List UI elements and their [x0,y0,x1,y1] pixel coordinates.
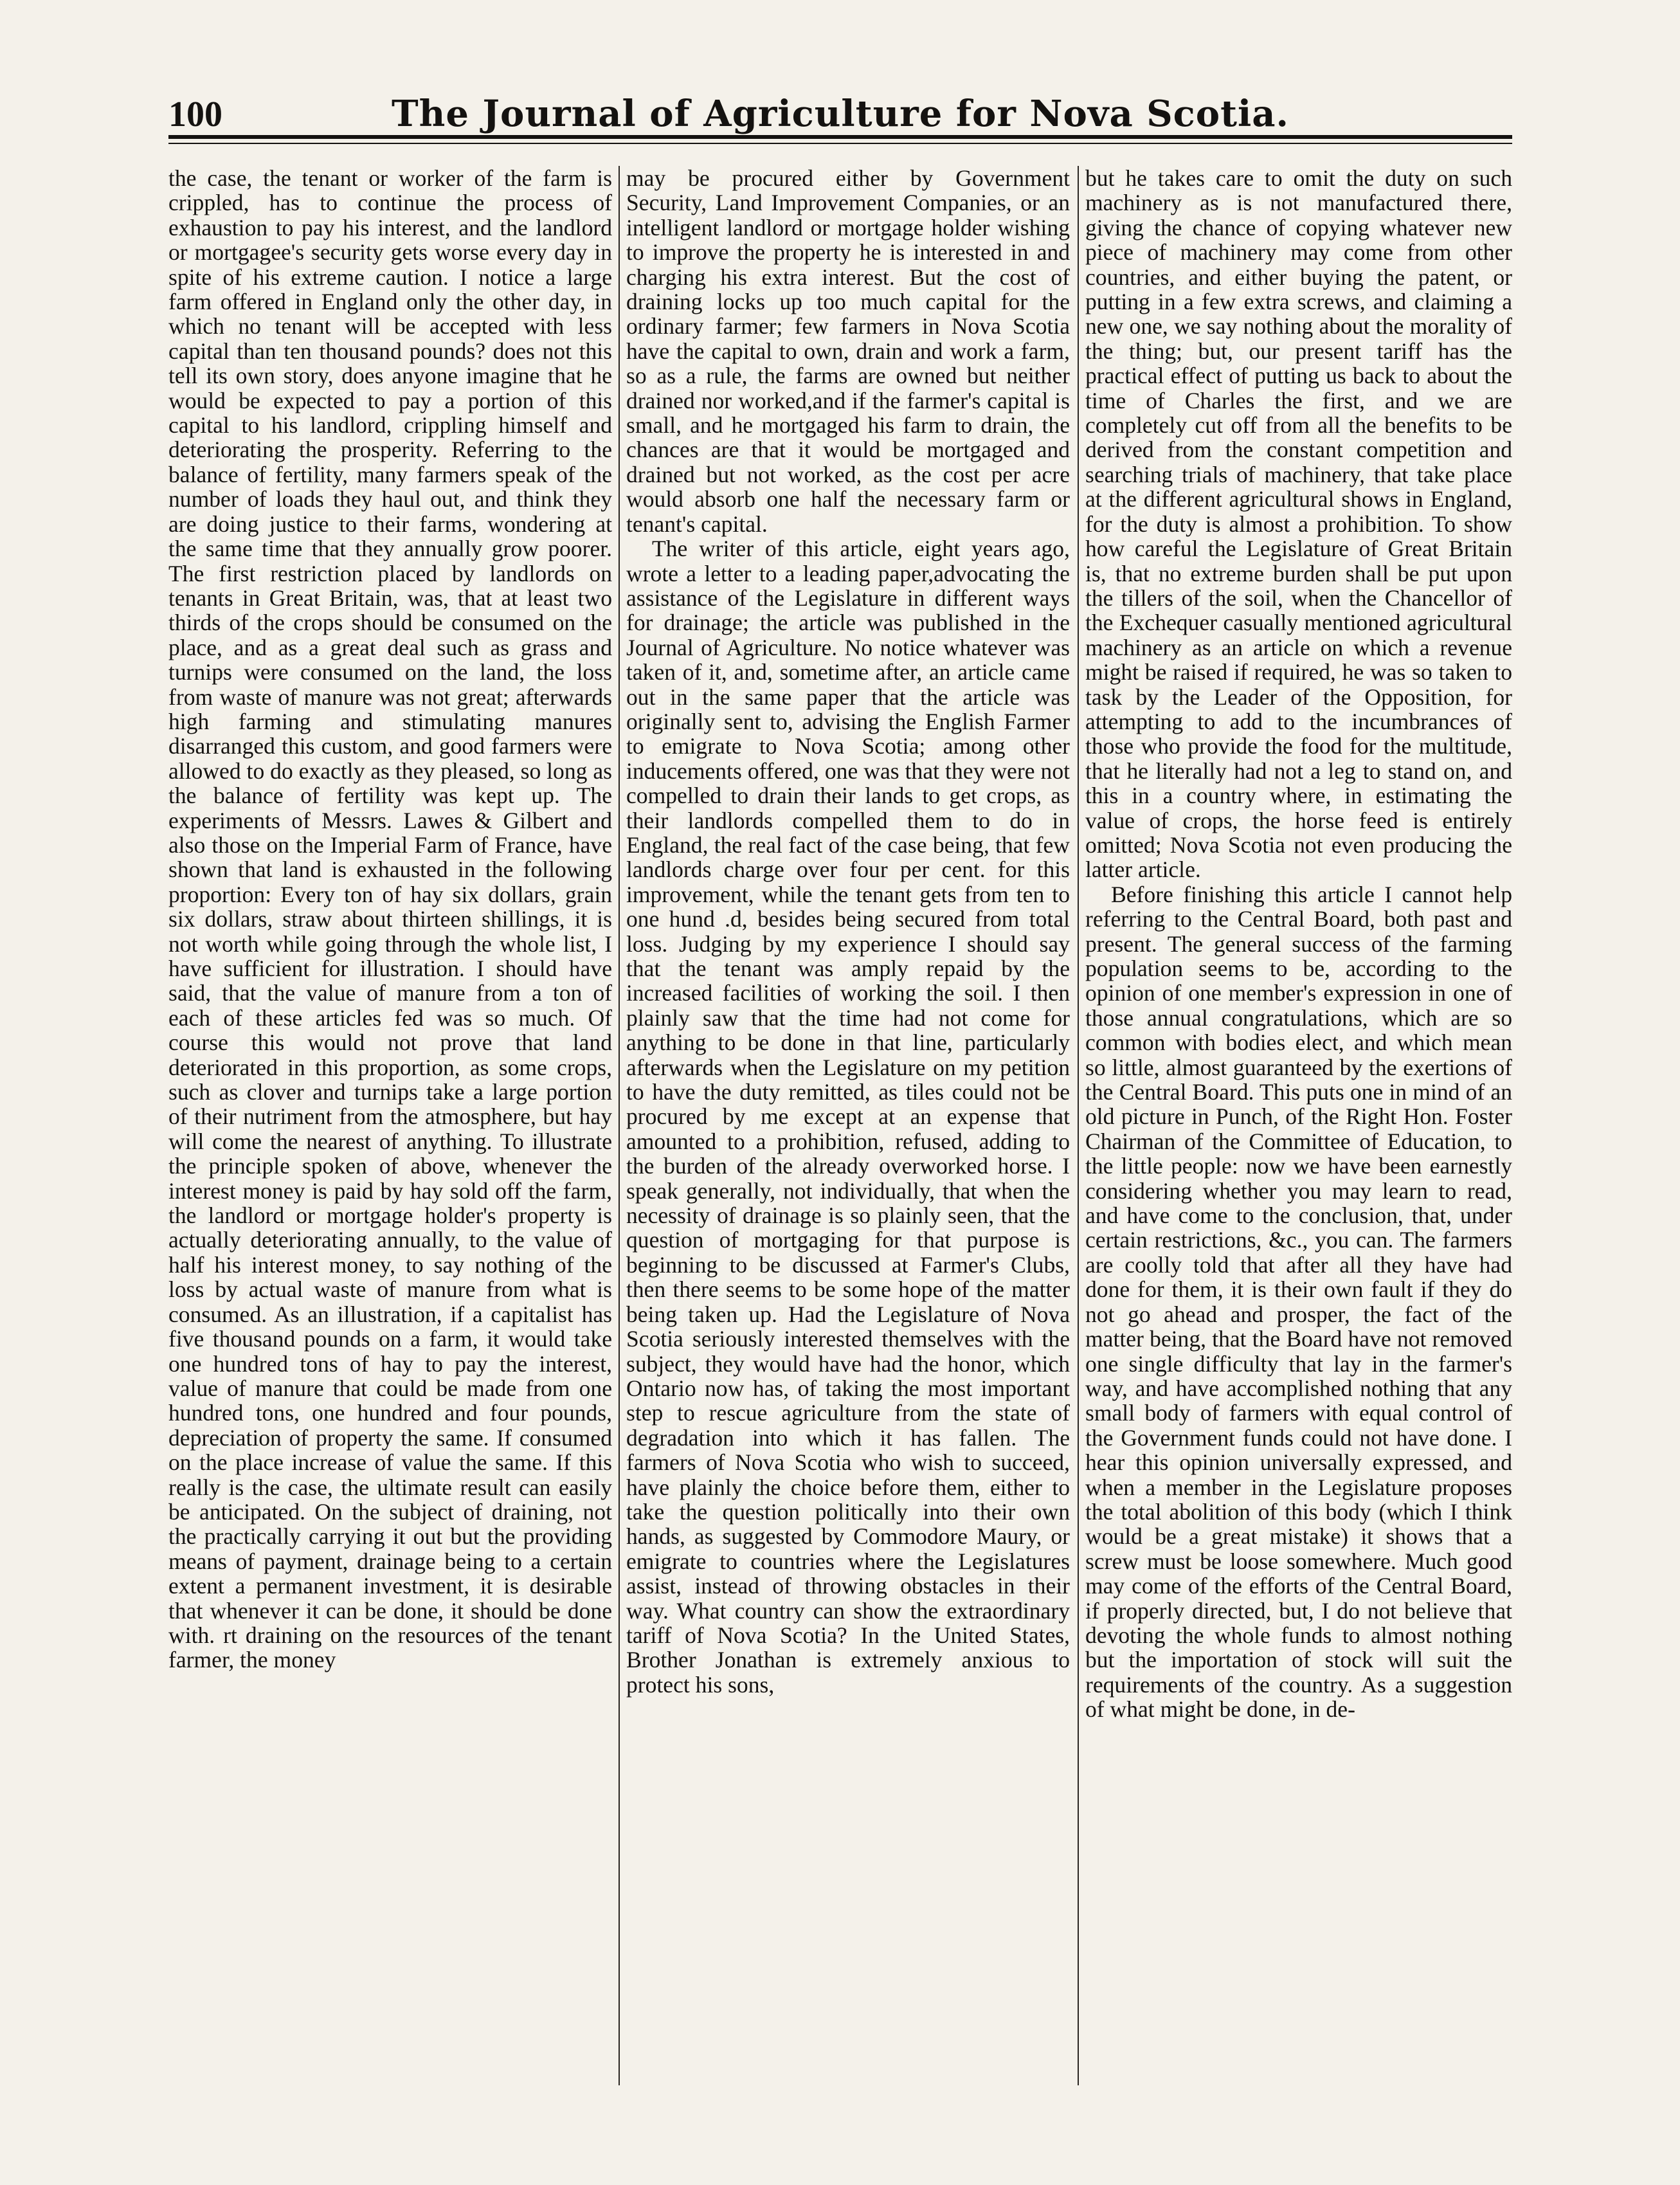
paragraph: the case, the tenant or worker of the farm is crippled, has to continue the process of exhaustion to pay his interest, and the landlord or mortgagee's security gets worse every day in spite of his extreme caution. I notice a large farm offered in England only the other day, in which no tenant will be accepted with less capital than ten thousand pounds? does not this tell its own story, does anyone imagine that he would be expected to pay a portion of this capital to his landlord, crippling himself and deteriorating the prosperity. Referring to the balance of fertility, many farmers speak of the number of loads they haul out, and think they are doing justice to their farms, wondering at the same time that they annually grow poorer. The first restriction placed by landlords on tenants in Great Britain, was, that at least two thirds of the crops should be consumed on the place, and as a great deal such as grass and turnips were consumed on the land, the loss from waste of manure was not great; afterwards high farming and stimulating manures disarranged this custom, and good farmers were allowed to do exactly as they pleased, so long as the balance of fertility was kept up. The experiments of Messrs. Lawes & Gilbert and also those on the Imperial Farm of France, have shown that land is exhausted in the following proportion: Every ton of hay six dollars, grain six dollars, straw about thirteen shillings, it is not worth while going through the whole list, I have sufficient for illustration. I should have said, that the value of manure from a ton of each of these articles fed was so much. Of course this would not prove that land deteriorated in this proportion, as some crops, such as clover and turnips take a large portion of their nutriment from the atmosphere, but hay will come the nearest of anything. To illustrate the principle spoken of above, whenever the interest money is paid by hay sold off the farm, the landlord or mortgage holder's property is actually deteriorating annually, to the value of half his interest money, to say nothing of the loss by actual waste of manure from what is consumed. As an illustration, if a capitalist has five thousand pounds on a farm, it would take one hundred tons of hay to pay the interest, value of manure that could be made from one hundred tons, one hundred and four pounds, depreciation of property the same. If consumed on the place increase of value the same. If this really is the case, the ultimate result can easily be anticipated. On the subject of draining, not the practically carrying it out but the providing means of payment, drainage being to a certain extent a permanent investment, it is desirable that whenever it can be done, it should be done with. rt draining on the resources of the tenant farmer, the money [168,166,612,1673]
running-title: The Journal of Agriculture for Nova Scotia. [391,93,1290,135]
page-number: 100 [168,95,222,134]
text-column-1 [168,166,612,2114]
header-rule-thick [168,135,1512,139]
paragraph: may be procured either by Government Security, Land Improvement Companies, or an intelligent landlord or mortgage holder wishing to improve the property he is interested in and charging his extra interest. But the cost of draining locks up too much capital for the ordinary farmer; few farmers in Nova Scotia have the capital to own, drain and work a farm, so as a rule, the farms are owned but neither drained nor worked,and if the farmer's capital is small, and he mortgaged his farm to drain, the chances are that it would be mortgaged and drained but not worked, as the cost per acre would absorb one half the necessary farm or tenant's capital. [626,166,1070,537]
paragraph: Before finishing this article I cannot help referring to the Central Board, both past and present. The general success of the farming population seems to be, according to the opinion of one member's expression in one of those annual congratulations, which are so common with bodies elect, and which mean so little, almost guaranteed by the exertions of the Central Board. This puts one in mind of an old picture in Punch, of the Right Hon. Foster Chairman of the Committee of Education, to the little people: now we have been earnestly considering whether you may learn to read, and have come to the conclusion, that, under certain restrictions, &c., you can. The farmers are coolly told that after all they have had done for them, it is their own fault if they do not go ahead and prosper, the fact of the matter being, that the Board have not removed one single difficulty that lay in the farmer's way, and have accomplished nothing that any small body of farmers with equal control of the Government funds could not have done. I hear this opinion universally expressed, and when a member in the Legislature proposes the total abolition of this body (which I think would be a great mistake) it shows that a screw must be loose somewhere. Much good may come of the efforts of the Central Board, if properly directed, but, I do not believe that devoting the whole funds to almost nothing but the importation of stock will suit the requirements of the country. As a suggestion of what might be done, in de- [1085,881,1512,1723]
paragraph: but he takes care to omit the duty on such machinery as is not manufactured there, giving the chance of copying whatever new piece of machinery may come from other countries, and either buying the patent, or putting in a few extra screws, and claiming a new one, we say nothing about the morality of the thing; but, our present tariff has the practical effect of putting us back to about the time of Charles the first, and we are completely cut off from all the benefits to be derived from the constant competition and searching trials of machinery, that take place at the different agricultural shows in England, for the duty is almost a prohibition. To show how careful the Legislature of Great Britain is, that no extreme burden shall be put upon the tillers of the soil, when the Chancellor of the Exchequer casually mentioned agricultural machinery as an article on which a revenue might be raised if required, he was so taken to task by the Leader of the Opposition, for attempting to add to the incumbrances of those who provide the food for the multitude, that he literally had not a leg to stand on, and this in a country where, in estimating the value of crops, the horse feed is entirely omitted; Nova Scotia not even producing the latter article. [1085,166,1512,883]
column-divider [1078,166,1079,2085]
page-header [168,76,1512,135]
paragraph: The writer of this article, eight years ago, wrote a letter to a leading paper,advocating the assistance of the Legislature in different ways for drainage; the article was published in the Journal of Agriculture. No notice whatever was taken of it, and, sometime after, an article came out in the same paper that the article was originally sent to, advising the English Farmer to emigrate to Nova Scotia; among other inducements offered, one was that they were not compelled to drain their lands to get crops, as their landlords compelled them to do in England, the real fact of the case being, that few landlords charge over four per cent. for this improvement, while the tenant gets from ten to one hund .d, besides being secured from total loss. Judging by my experience I should say that the tenant was amply repaid by the increased facilities of working the soil. I then plainly saw that the time had not come for anything to be done in that line, particularly afterwards when the Legislature on my petition to have the duty remitted, as tiles could not be procured by me except at an expense that amounted to a prohibition, refused, adding to the burden of the already overworked horse. I speak generally, not individually, that when the necessity of drainage is so plainly seen, that the question of mortgaging for that purpose is beginning to be discussed at Farmer's Clubs, then there seems to be some hope of the matter being taken up. Had the Legislature of Nova Scotia seriously interested themselves with the subject, they would have had the honor, which Ontario now has, of taking the most important step to rescue agriculture from the state of degradation into which it has fallen. The farmers of Nova Scotia who wish to succeed, have plainly the choice before them, either to take the question politically into their own hands, as suggested by Commodore Maury, or emigrate to countries where the Legislatures assist, instead of throwing obstacles in their way. What country can show the extraordinary tariff of Nova Scotia? In the United States, Brother Jonathan is extremely anxious to protect his sons, [626,536,1070,1698]
text-column-3 [1085,166,1512,2114]
header-rule-thin [168,143,1512,144]
text-column-2 [626,166,1070,2114]
column-divider [619,166,620,2085]
